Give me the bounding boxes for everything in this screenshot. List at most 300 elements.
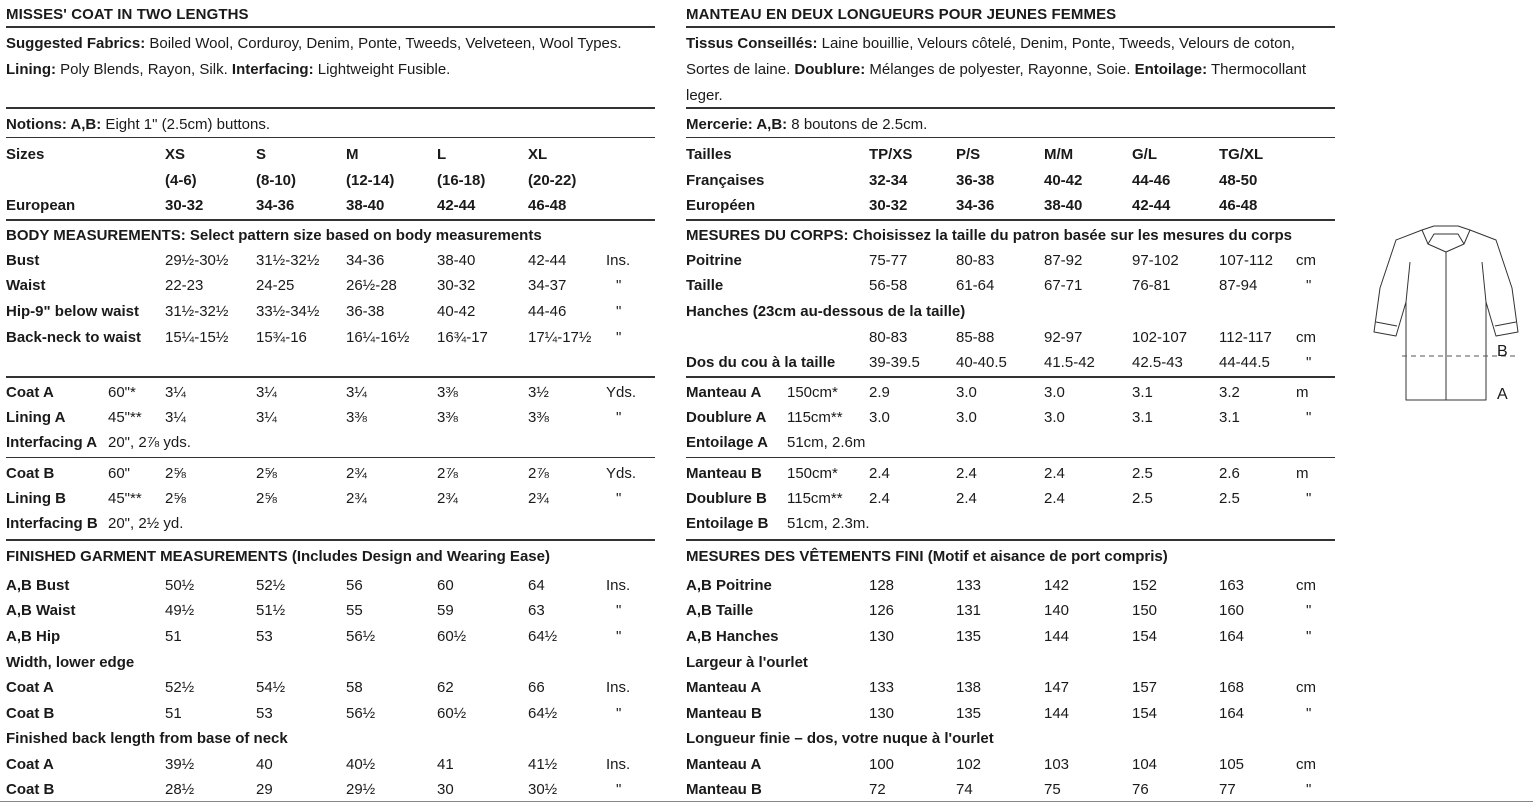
fabric-width: 51cm, 2.6m xyxy=(787,434,866,451)
size-cell: XL xyxy=(528,146,548,163)
size-cell: 22-23 xyxy=(165,277,204,294)
coat-illustration xyxy=(1366,222,1526,412)
section-heading-text: FINISHED GARMENT MEASUREMENTS (Includes Design and Wearing Ease) xyxy=(6,548,550,565)
row-label: Manteau B xyxy=(686,465,762,482)
unit-cell: " xyxy=(1306,628,1312,645)
english-title: MISSES' COAT IN TWO LENGTHS xyxy=(6,6,249,23)
table-row xyxy=(686,405,1335,430)
unit-cell: " xyxy=(1306,705,1312,722)
table-row xyxy=(6,248,655,273)
table-row xyxy=(686,573,1335,598)
row-label: Tailles xyxy=(686,146,732,163)
size-cell: TP/XS xyxy=(869,146,913,163)
size-cell: 133 xyxy=(956,577,982,594)
size-cell: (12-14) xyxy=(346,172,395,189)
size-cell: 29½ xyxy=(346,781,376,798)
notions-label: Notions: A,B: xyxy=(6,116,102,133)
size-cell: 150 xyxy=(1132,602,1158,619)
size-cell: 154 xyxy=(1132,628,1158,645)
size-cell: 135 xyxy=(956,628,982,645)
size-cell: 142 xyxy=(1044,577,1070,594)
size-cell: (8-10) xyxy=(256,172,297,189)
row-label: Back-neck to waist xyxy=(6,329,142,346)
size-cell: 75-77 xyxy=(869,252,908,269)
row-label: Doublure A xyxy=(686,409,767,426)
size-cell: 31½-32½ xyxy=(165,303,229,320)
size-cell: 46-48 xyxy=(528,197,567,214)
size-cell: 29 xyxy=(256,781,273,798)
size-cell: 61-64 xyxy=(956,277,995,294)
table-row xyxy=(686,598,1335,623)
table-row xyxy=(686,461,1335,486)
size-cell: 38-40 xyxy=(437,252,476,269)
divider xyxy=(686,107,1335,109)
size-cell: 2.4 xyxy=(956,490,977,507)
size-cell: 40½ xyxy=(346,756,376,773)
section-heading-text: Finished back length from base of neck xyxy=(6,730,288,747)
row-label: Françaises xyxy=(686,172,765,189)
size-cell: 3¼ xyxy=(165,384,186,401)
unit-cell: " xyxy=(616,277,622,294)
size-cell: 112-117 xyxy=(1219,329,1272,346)
notions-label: Mercerie: A,B: xyxy=(686,116,788,133)
row-label: Poitrine xyxy=(686,252,742,269)
section-heading-text: Largeur à l'ourlet xyxy=(686,654,808,671)
size-cell: 133 xyxy=(869,679,895,696)
size-cell: 2.4 xyxy=(956,465,977,482)
size-cell: 30-32 xyxy=(165,197,204,214)
lining-text: Mélanges de polyester, Rayonne, Soie. xyxy=(865,61,1135,78)
table-row xyxy=(686,486,1335,511)
size-cell: TG/XL xyxy=(1219,146,1264,163)
section-heading xyxy=(686,544,1335,569)
french-notions xyxy=(686,112,1335,137)
size-cell: 63 xyxy=(528,602,545,619)
size-cell: 59 xyxy=(437,602,454,619)
notions-text: Eight 1" (2.5cm) buttons. xyxy=(101,116,271,133)
size-cell: (16-18) xyxy=(437,172,486,189)
table-row xyxy=(6,511,655,536)
section-heading-text: BODY MEASUREMENTS: Select pattern size based on body measurements xyxy=(6,227,542,244)
row-label: Manteau B xyxy=(686,781,762,798)
table-row xyxy=(6,701,655,726)
size-cell: 44-46 xyxy=(1132,172,1171,189)
size-cell: 157 xyxy=(1132,679,1158,696)
unit-cell: " xyxy=(616,409,622,426)
size-cell: 31½-32½ xyxy=(256,252,320,269)
size-cell: (4-6) xyxy=(165,172,197,189)
size-cell: 103 xyxy=(1044,756,1070,773)
fabrics-text-cont: Sortes de laine. xyxy=(686,61,795,78)
size-cell: 3¼ xyxy=(165,409,186,426)
table-row xyxy=(6,573,655,598)
row-label: A,B Hip xyxy=(6,628,61,645)
size-cell: 40 xyxy=(256,756,273,773)
size-cell: 49½ xyxy=(165,602,195,619)
lining-label: Lining: xyxy=(6,61,56,78)
table-row xyxy=(6,168,655,193)
size-cell: 2.6 xyxy=(1219,465,1240,482)
size-cell: 3.0 xyxy=(956,384,977,401)
size-cell: 58 xyxy=(346,679,363,696)
english-fabrics-paragraph xyxy=(6,31,646,83)
table-row xyxy=(6,777,655,802)
row-label: Interfacing B xyxy=(6,515,98,532)
unit-cell: cm xyxy=(1296,756,1316,773)
size-cell: 40-42 xyxy=(1044,172,1083,189)
table-row xyxy=(686,430,1335,455)
bottom-border xyxy=(0,801,1533,802)
size-cell: 52½ xyxy=(165,679,195,696)
size-cell: 15¾-16 xyxy=(256,329,307,346)
unit-cell: " xyxy=(616,705,622,722)
unit-cell: " xyxy=(1306,781,1312,798)
size-cell: 87-92 xyxy=(1044,252,1083,269)
fabrics-text: Laine bouillie, Velours côtelé, Denim, Ponte, Tweeds, Velours de coton, xyxy=(817,35,1295,52)
table-row xyxy=(6,675,655,700)
row-label: Hip-9" below waist xyxy=(6,303,139,320)
table-row xyxy=(686,777,1335,802)
size-cell: 56½ xyxy=(346,705,376,722)
size-cell: 3.0 xyxy=(956,409,977,426)
table-row xyxy=(6,486,655,511)
unit-cell: " xyxy=(1306,277,1312,294)
size-cell: 64½ xyxy=(528,705,558,722)
section-heading xyxy=(686,650,1335,675)
row-label: A,B Poitrine xyxy=(686,577,772,594)
size-cell: 62 xyxy=(437,679,454,696)
row-label: Européen xyxy=(686,197,756,214)
size-cell: 44-44.5 xyxy=(1219,354,1270,371)
size-cell: 80-83 xyxy=(869,329,908,346)
fabric-width: 60"* xyxy=(108,384,136,401)
section-heading xyxy=(686,223,1335,248)
size-cell: 2.4 xyxy=(1044,465,1065,482)
size-cell: 2⅞ xyxy=(528,465,549,482)
fabric-width: 115cm** xyxy=(787,490,843,507)
size-cell: 2.4 xyxy=(869,465,890,482)
size-cell: 53 xyxy=(256,628,273,645)
interfacing-label: Interfacing: xyxy=(231,61,314,78)
french-fabrics-paragraph xyxy=(686,31,1326,109)
size-cell: 164 xyxy=(1219,705,1245,722)
french-title: MANTEAU EN DEUX LONGUEURS POUR JEUNES FEMMES xyxy=(686,6,1117,23)
size-cell: XS xyxy=(165,146,186,163)
divider xyxy=(6,376,655,378)
table-row xyxy=(686,193,1335,218)
size-cell: 30-32 xyxy=(869,197,908,214)
row-label: Doublure B xyxy=(686,490,767,507)
size-cell: 38-40 xyxy=(346,197,385,214)
size-cell: 52½ xyxy=(256,577,286,594)
size-cell: 2.4 xyxy=(869,490,890,507)
size-cell: 60½ xyxy=(437,705,467,722)
size-cell: 56½ xyxy=(346,628,376,645)
size-cell: 144 xyxy=(1044,705,1070,722)
size-cell: 77 xyxy=(1219,781,1236,798)
size-cell: 42-44 xyxy=(528,252,567,269)
table-row xyxy=(6,325,655,350)
size-cell: 2.9 xyxy=(869,384,890,401)
table-row xyxy=(686,701,1335,726)
row-label: Coat A xyxy=(6,756,54,773)
row-label: Entoilage B xyxy=(686,515,769,532)
size-cell: 147 xyxy=(1044,679,1070,696)
size-cell: 154 xyxy=(1132,705,1158,722)
lining-label: Doublure: xyxy=(794,61,866,78)
size-cell: 2.5 xyxy=(1132,465,1153,482)
size-cell: 130 xyxy=(869,705,895,722)
unit-cell: " xyxy=(616,781,622,798)
size-cell: 3⅜ xyxy=(437,409,458,426)
size-cell: 2¾ xyxy=(346,465,367,482)
size-cell: 2¾ xyxy=(346,490,367,507)
size-cell: 40-40.5 xyxy=(956,354,1007,371)
table-row xyxy=(6,142,655,167)
table-row xyxy=(686,142,1335,167)
size-cell: 3.0 xyxy=(869,409,890,426)
divider xyxy=(686,26,1335,28)
fabric-width: 45"** xyxy=(108,409,142,426)
size-cell: 135 xyxy=(956,705,982,722)
divider xyxy=(6,107,655,109)
row-label: Manteau A xyxy=(686,756,762,773)
size-cell: 3¼ xyxy=(256,384,277,401)
table-row xyxy=(686,511,1335,536)
size-cell: 144 xyxy=(1044,628,1070,645)
unit-cell: Ins. xyxy=(606,577,631,594)
row-label: Waist xyxy=(6,277,46,294)
size-cell: 41 xyxy=(437,756,454,773)
row-label: Manteau A xyxy=(686,384,762,401)
size-cell: 34-37 xyxy=(528,277,567,294)
interfacing-label: Entoilage: xyxy=(1134,61,1208,78)
size-cell: 105 xyxy=(1219,756,1245,773)
size-cell: 67-71 xyxy=(1044,277,1083,294)
unit-cell: " xyxy=(616,602,622,619)
table-row xyxy=(6,624,655,649)
unit-cell: m xyxy=(1296,384,1309,401)
unit-cell: Yds. xyxy=(606,465,637,482)
row-label: Manteau B xyxy=(686,705,762,722)
size-cell: 3¼ xyxy=(256,409,277,426)
divider xyxy=(686,457,1335,458)
size-cell: 40-42 xyxy=(437,303,476,320)
fabric-width: 20", 2½ yd. xyxy=(108,515,184,532)
section-heading xyxy=(686,726,1335,751)
length-a-label: A xyxy=(1497,386,1508,403)
divider xyxy=(686,137,1335,138)
size-cell: 17¼-17½ xyxy=(528,329,592,346)
row-label: A,B Taille xyxy=(686,602,754,619)
size-cell: 104 xyxy=(1132,756,1158,773)
size-cell: 3.1 xyxy=(1132,409,1153,426)
fabric-width: 150cm* xyxy=(787,384,838,401)
unit-cell: " xyxy=(1306,490,1312,507)
table-row xyxy=(6,405,655,430)
size-cell: 24-25 xyxy=(256,277,295,294)
unit-cell: Yds. xyxy=(606,384,637,401)
unit-cell: Ins. xyxy=(606,679,631,696)
table-row xyxy=(6,598,655,623)
table-row xyxy=(6,752,655,777)
unit-cell: cm xyxy=(1296,679,1316,696)
size-cell: 128 xyxy=(869,577,895,594)
size-cell: 51 xyxy=(165,705,182,722)
size-cell: 2.5 xyxy=(1219,490,1240,507)
size-cell: 97-102 xyxy=(1132,252,1179,269)
size-cell: 39-39.5 xyxy=(869,354,920,371)
size-cell: 50½ xyxy=(165,577,195,594)
unit-cell: " xyxy=(1306,602,1312,619)
size-cell: 51½ xyxy=(256,602,286,619)
row-label: Coat B xyxy=(6,781,55,798)
fabric-width: 60" xyxy=(108,465,131,482)
row-label: Manteau A xyxy=(686,679,762,696)
table-row xyxy=(6,380,655,405)
size-cell: 16¾-17 xyxy=(437,329,488,346)
row-label: A,B Bust xyxy=(6,577,70,594)
interfacing-text: Thermocollant xyxy=(1207,61,1307,78)
size-cell: 3.1 xyxy=(1219,409,1240,426)
row-label: Bust xyxy=(6,252,40,269)
length-b-label: B xyxy=(1497,343,1508,360)
size-cell: 87-94 xyxy=(1219,277,1258,294)
size-cell: 56 xyxy=(346,577,363,594)
size-cell: 3⅜ xyxy=(346,409,367,426)
size-cell: 42.5-43 xyxy=(1132,354,1183,371)
size-cell: 33½-34½ xyxy=(256,303,320,320)
size-cell: 60½ xyxy=(437,628,467,645)
unit-cell: cm xyxy=(1296,329,1316,346)
fabric-width: 20", 2⅞ yds. xyxy=(108,434,191,451)
size-cell: 75 xyxy=(1044,781,1061,798)
size-cell: 76-81 xyxy=(1132,277,1171,294)
size-cell: 102 xyxy=(956,756,982,773)
section-heading xyxy=(6,223,655,248)
size-cell: 164 xyxy=(1219,628,1245,645)
row-label: Coat A xyxy=(6,679,54,696)
size-cell: 130 xyxy=(869,628,895,645)
size-cell: 36-38 xyxy=(346,303,385,320)
size-cell: 48-50 xyxy=(1219,172,1258,189)
divider xyxy=(6,137,655,138)
row-label: Taille xyxy=(686,277,724,294)
size-cell: 41½ xyxy=(528,756,558,773)
fabrics-label: Tissus Conseillés: xyxy=(686,35,818,52)
size-cell: 102-107 xyxy=(1132,329,1188,346)
size-cell: 160 xyxy=(1219,602,1245,619)
size-cell: 54½ xyxy=(256,679,286,696)
section-heading-text: Hanches (23cm au-dessous de la taille) xyxy=(686,303,966,320)
size-cell: 3.0 xyxy=(1044,384,1065,401)
row-label: A,B Waist xyxy=(6,602,76,619)
unit-cell: " xyxy=(1306,354,1312,371)
unit-cell: " xyxy=(616,329,622,346)
size-cell: 34-36 xyxy=(346,252,385,269)
size-cell: 131 xyxy=(956,602,982,619)
size-cell: 30-32 xyxy=(437,277,476,294)
size-cell: L xyxy=(437,146,447,163)
size-cell: 51 xyxy=(165,628,182,645)
size-cell: 2⅝ xyxy=(256,490,277,507)
section-heading-text: MESURES DU CORPS: Choisissez la taille du patron basée sur les mesures du corps xyxy=(686,227,1293,244)
table-row xyxy=(686,752,1335,777)
size-cell: 3.1 xyxy=(1132,384,1153,401)
table-row xyxy=(6,299,655,324)
section-heading-text: Longueur finie – dos, votre nuque à l'ourlet xyxy=(686,730,994,747)
unit-cell: " xyxy=(616,490,622,507)
size-cell: 76 xyxy=(1132,781,1149,798)
size-cell: 3⅜ xyxy=(528,409,549,426)
table-row xyxy=(686,675,1335,700)
size-cell: 107-112 xyxy=(1219,252,1273,269)
size-cell: 163 xyxy=(1219,577,1245,594)
divider xyxy=(6,457,655,458)
size-cell: 29½-30½ xyxy=(165,252,229,269)
size-cell: 152 xyxy=(1132,577,1158,594)
row-label: Lining A xyxy=(6,409,66,426)
section-heading xyxy=(6,726,655,751)
interfacing-text: Lightweight Fusible. xyxy=(313,61,451,78)
lining-text: Poly Blends, Rayon, Silk. xyxy=(55,61,232,78)
size-cell: 39½ xyxy=(165,756,195,773)
size-cell: 34-36 xyxy=(956,197,995,214)
interfacing-text-cont: leger. xyxy=(686,87,723,104)
divider xyxy=(6,539,655,541)
section-heading-text: Width, lower edge xyxy=(6,654,135,671)
table-row xyxy=(6,430,655,455)
fabric-width: 51cm, 2.3m. xyxy=(787,515,870,532)
row-label: A,B Hanches xyxy=(686,628,779,645)
row-label: Interfacing A xyxy=(6,434,98,451)
size-cell: 2⅝ xyxy=(256,465,277,482)
size-cell: 42-44 xyxy=(1132,197,1171,214)
size-cell: M xyxy=(346,146,359,163)
unit-cell: " xyxy=(1306,409,1312,426)
english-notions xyxy=(6,112,655,137)
unit-cell: " xyxy=(616,303,622,320)
unit-cell: m xyxy=(1296,465,1309,482)
table-row xyxy=(6,273,655,298)
row-label: European xyxy=(6,197,76,214)
divider xyxy=(6,26,655,28)
unit-cell: Ins. xyxy=(606,252,631,269)
size-cell: 74 xyxy=(956,781,973,798)
table-row xyxy=(686,248,1335,273)
size-cell: 3⅜ xyxy=(437,384,458,401)
table-row xyxy=(686,624,1335,649)
size-cell: 2⅝ xyxy=(165,490,186,507)
size-cell: 16¼-16½ xyxy=(346,329,410,346)
size-cell: 15¼-15½ xyxy=(165,329,229,346)
size-cell: 138 xyxy=(956,679,982,696)
size-cell: 38-40 xyxy=(1044,197,1083,214)
fabrics-label: Suggested Fabrics: xyxy=(6,35,146,52)
row-label: Sizes xyxy=(6,146,45,163)
divider xyxy=(686,376,1335,378)
size-cell: 3½ xyxy=(528,384,549,401)
divider xyxy=(686,539,1335,541)
unit-cell: cm xyxy=(1296,252,1316,269)
notions-text: 8 boutons de 2.5cm. xyxy=(787,116,928,133)
unit-cell: Ins. xyxy=(606,756,631,773)
size-cell: 42-44 xyxy=(437,197,476,214)
unit-cell: cm xyxy=(1296,577,1316,594)
size-cell: 85-88 xyxy=(956,329,995,346)
size-cell: 92-97 xyxy=(1044,329,1083,346)
row-label: Coat B xyxy=(6,465,55,482)
